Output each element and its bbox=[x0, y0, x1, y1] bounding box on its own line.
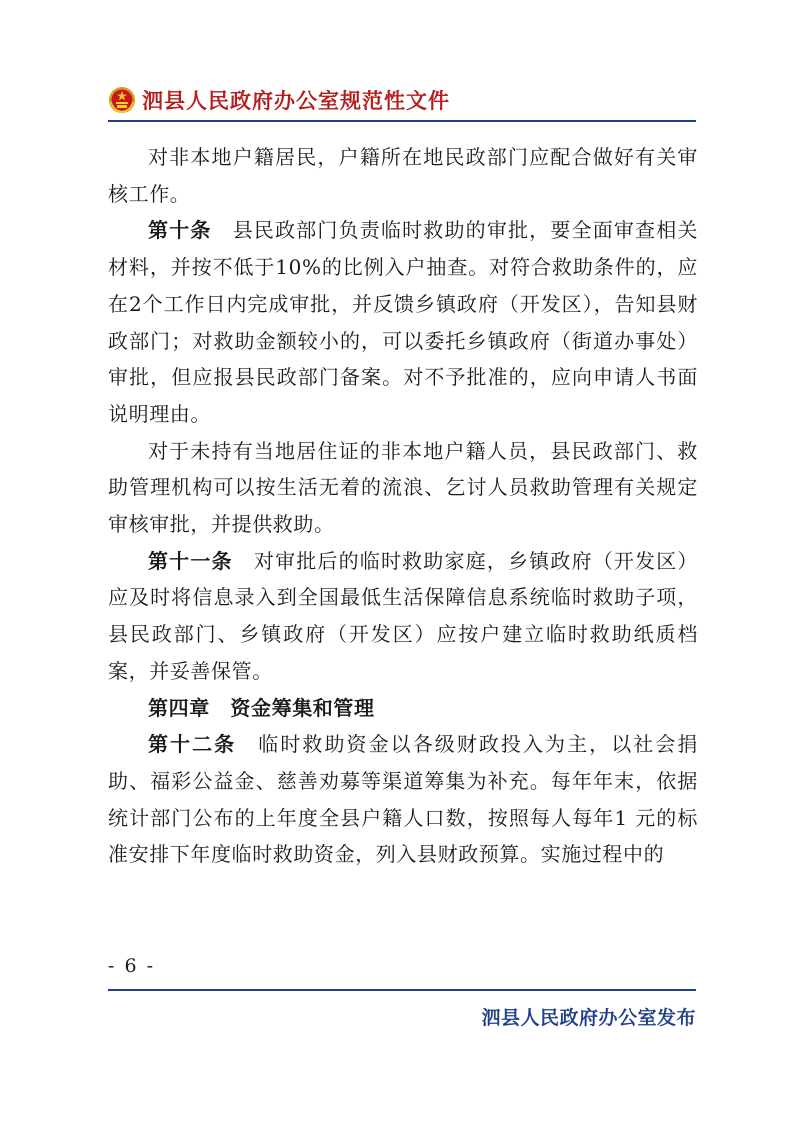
paragraph-text: 临时救助资金以各级财政投入为主，以社会捐助、福彩公益金、慈善劝募等渠道筹集为补充。每年年末，依据统计部门公布的上年度全县户籍人口数，按照每人每年1 元的标准安排下年度临时救助资金，列入县财政预算。实施过程中的 bbox=[108, 732, 698, 867]
paragraph-text: 对于未持有当地居住证的非本地户籍人员，县民政部门、救助管理机构可以按生活无着的流浪、乞讨人员救助管理有关规定审核审批，并提供救助。 bbox=[108, 438, 698, 537]
chapter-heading: 第四章 资金筹集和管理 bbox=[148, 695, 375, 720]
paragraph bbox=[108, 433, 698, 543]
paragraph-text: 对非本地户籍居民，户籍所在地民政部门应配合做好有关审核工作。 bbox=[108, 145, 698, 206]
header-divider bbox=[108, 120, 696, 122]
article-number: 第十一条 bbox=[148, 548, 233, 573]
page-number: - 6 - bbox=[108, 955, 156, 977]
article-number: 第十二条 bbox=[148, 732, 237, 757]
article-paragraph bbox=[108, 543, 698, 690]
paragraph-text: 对审批后的临时救助家庭，乡镇政府（开发区）应及时将信息录入到全国最低生活保障信息系统临时救助子项，县民政部门、乡镇政府（开发区）应按户建立临时救助纸质档案，并妥善保管。 bbox=[108, 548, 698, 683]
article-paragraph bbox=[108, 726, 698, 873]
article-paragraph bbox=[108, 212, 698, 432]
document-body bbox=[108, 139, 698, 873]
document-header bbox=[108, 80, 696, 124]
document-header-title: 泗县人民政府办公室规范性文件 bbox=[142, 89, 450, 113]
footer-publisher: 泗县人民政府办公室发布 bbox=[481, 1007, 696, 1029]
national-emblem-icon bbox=[108, 86, 136, 114]
article-number: 第十条 bbox=[148, 218, 212, 243]
paragraph-text: 县民政部门负责临时救助的审批，要全面审查相关材料，并按不低于10%的比例入户抽查。对符合救助条件的，应在2个工作日内完成审批，并反馈乡镇政府（开发区），告知县财政部门；对救助金额较小的，可以委托乡镇政府（街道办事处）审批，但应报县民政部门备案。对不予批准的，应向申请人书面说明理由。 bbox=[108, 218, 698, 426]
paragraph bbox=[108, 139, 698, 212]
footer-divider bbox=[108, 989, 696, 991]
